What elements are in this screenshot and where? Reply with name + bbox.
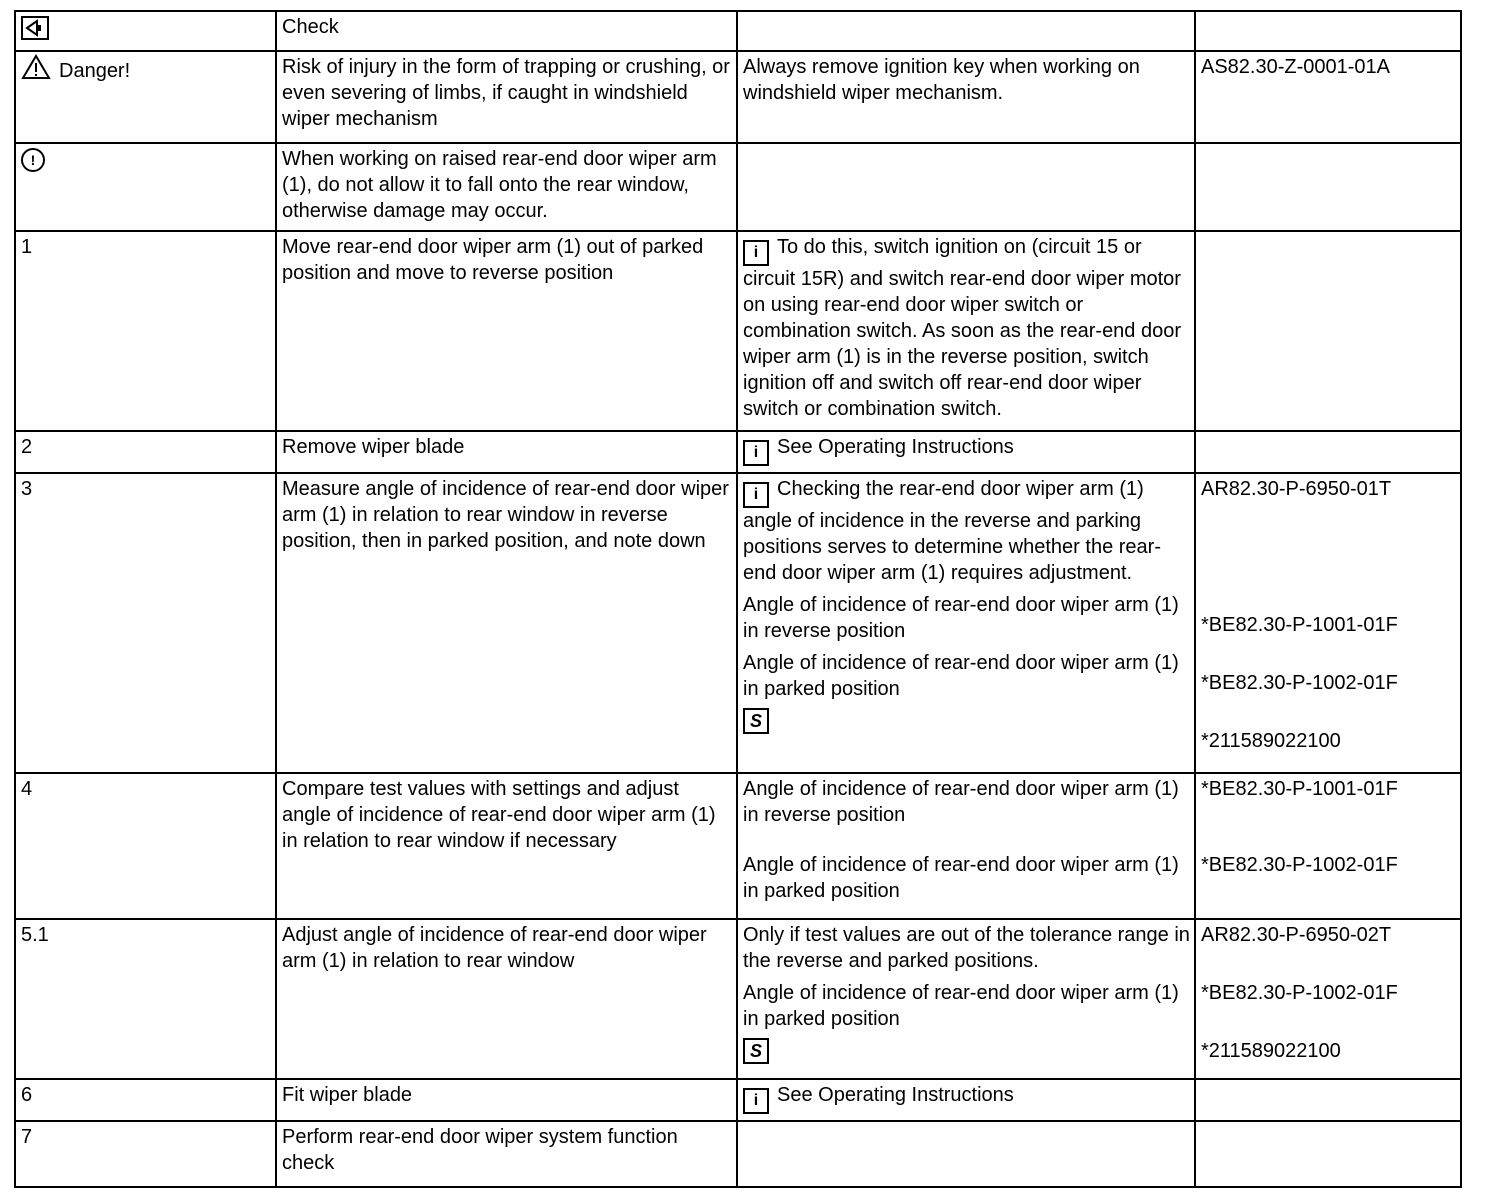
check-title: Check	[276, 11, 737, 51]
speaker-check-icon	[21, 16, 49, 40]
step-note: To do this, switch ignition on (circuit 15 or circuit 15R) and switch rear-end door wiper motor on using rear-end door wiper switch or combination switch. As soon as the rear-end door wiper arm (1) is in the reverse position, switch ignition off and switch off rear-end door wiper switch or combination switch.	[743, 236, 1182, 420]
spec-parked: Angle of incidence of rear-end door wiper arm (1) in parked position	[743, 652, 1179, 700]
step-row-6	[15, 1079, 1461, 1121]
step-action: Adjust angle of incidence of rear-end door wiper arm (1) in relation to rear window	[276, 919, 737, 1079]
step-number: 2	[15, 431, 276, 473]
step-note: Only if test values are out of the tolerance range in the reverse and parked positions.	[743, 924, 1190, 972]
step-action: Measure angle of incidence of rear-end door wiper arm (1) in relation to rear window in reverse position, then in parked position, and note down	[276, 473, 737, 773]
danger-ref: AS82.30-Z-0001-01A	[1195, 51, 1461, 143]
spec-parked: Angle of incidence of rear-end door wiper arm (1) in parked position	[743, 982, 1179, 1030]
danger-label: Danger!	[59, 60, 131, 82]
step-action: Perform rear-end door wiper system function check	[276, 1121, 737, 1187]
info-icon: i	[743, 1088, 769, 1114]
tool-ref[interactable]: *211589022100	[1201, 1040, 1341, 1062]
spec-parked-ref[interactable]: *BE82.30-P-1002-01F	[1201, 982, 1398, 1004]
spec-reverse-ref[interactable]: *BE82.30-P-1001-01F	[1201, 778, 1398, 800]
step-number: 1	[15, 231, 276, 431]
spec-parked-ref[interactable]: *BE82.30-P-1002-01F	[1201, 672, 1398, 694]
step-action: Remove wiper blade	[276, 431, 737, 473]
step-row-2	[15, 431, 1461, 473]
step-number: 3	[15, 473, 276, 773]
step-ref[interactable]: AR82.30-P-6950-02T	[1201, 924, 1392, 946]
danger-row	[15, 51, 1461, 143]
spec-parked: Angle of incidence of rear-end door wiper arm (1) in parked position	[743, 854, 1179, 902]
spec-reverse: Angle of incidence of rear-end door wiper arm (1) in reverse position	[743, 778, 1179, 826]
step-number: 7	[15, 1121, 276, 1187]
spec-parked-ref[interactable]: *BE82.30-P-1002-01F	[1201, 854, 1398, 876]
step-action: Fit wiper blade	[276, 1079, 737, 1121]
special-tool-icon: S	[743, 708, 769, 734]
info-icon: i	[743, 240, 769, 266]
tool-ref[interactable]: *211589022100	[1201, 730, 1341, 752]
header-row	[15, 11, 1461, 51]
caution-text: When working on raised rear-end door wiper arm (1), do not allow it to fall onto the rear window, otherwise damage may occur.	[276, 143, 737, 231]
step-row-7	[15, 1121, 1461, 1187]
danger-risk: Risk of injury in the form of trapping or crushing, or even severing of limbs, if caught in windshield wiper mechanism	[276, 51, 737, 143]
step-number: 4	[15, 773, 276, 919]
procedure-table	[14, 10, 1462, 1188]
info-icon: i	[743, 482, 769, 508]
spec-reverse: Angle of incidence of rear-end door wiper arm (1) in reverse position	[743, 594, 1179, 642]
step-action: Compare test values with settings and adjust angle of incidence of rear-end door wiper arm (1) in relation to rear window if necessary	[276, 773, 737, 919]
step-row-5-1	[15, 919, 1461, 1079]
step-ref: AR82.30-P-6950-01T	[1201, 478, 1392, 500]
step-note: See Operating Instructions	[777, 1084, 1014, 1106]
step-number: 6	[15, 1079, 276, 1121]
spec-reverse-ref[interactable]: *BE82.30-P-1001-01F	[1201, 614, 1398, 636]
caution-circle-icon: !	[21, 148, 45, 172]
special-tool-icon: S	[743, 1038, 769, 1064]
caution-row	[15, 143, 1461, 231]
step-note: See Operating Instructions	[777, 436, 1014, 458]
step-action: Move rear-end door wiper arm (1) out of parked position and move to reverse position	[276, 231, 737, 431]
info-icon: i	[743, 440, 769, 466]
danger-measure: Always remove ignition key when working on windshield wiper mechanism.	[737, 51, 1195, 143]
step-row-1	[15, 231, 1461, 431]
step-number: 5.1	[15, 919, 276, 1079]
warning-triangle-icon	[21, 54, 51, 87]
step-row-3	[15, 473, 1461, 773]
step-row-4	[15, 773, 1461, 919]
step-note: Checking the rear-end door wiper arm (1) angle of incidence in the reverse and parking positions serves to determine whether the rear-end door wiper arm (1) requires adjustment.	[743, 478, 1161, 584]
